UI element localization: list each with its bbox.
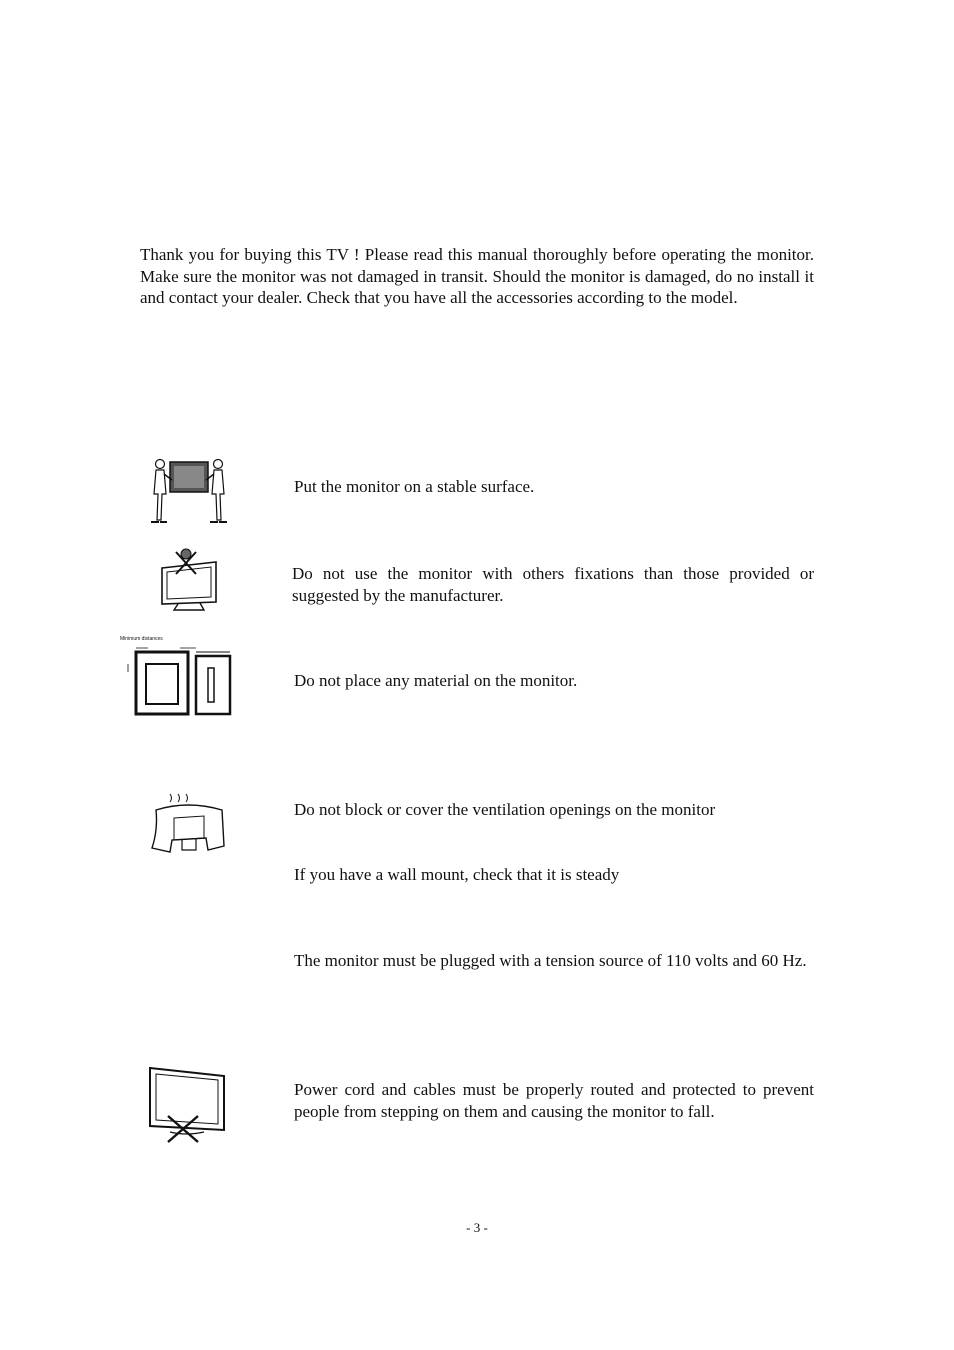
page-number: - 3 - (466, 1220, 488, 1235)
safety-item-ventilation: Do not block or cover the ventilation openings on the monitor (294, 800, 716, 819)
covered-monitor-ventilation-icon (148, 792, 230, 858)
safety-item-power-cord: Power cord and cables must be properly routed and protected to prevent people from stepping on them and causing the monitor to fall. (294, 1080, 814, 1121)
intro-paragraph: Thank you for buying this TV ! Please read this manual thoroughly before operating the monitor. Make sure the monitor was not damaged in transit. Should the monitor is damaged, do no install it and contact your dealer. Check that you have all the accessories according to the model. (140, 245, 814, 307)
safety-item-no-material: Do not place any material on the monitor. (294, 671, 578, 690)
diagram-label: Minimum distances (120, 636, 163, 642)
safety-item-power-source: The monitor must be plugged with a tension source of 110 volts and 60 Hz. (294, 951, 807, 970)
crossed-out-cable-under-monitor-icon (140, 1062, 232, 1150)
safety-item-fixations: Do not use the monitor with others fixations than those provided or suggested by the manufacturer. (292, 564, 814, 605)
safety-item-stable-surface: Put the monitor on a stable surface. (294, 477, 535, 496)
safety-item-wall-mount: If you have a wall mount, check that it is steady (294, 865, 620, 884)
crossed-out-object-on-monitor-icon (154, 546, 226, 614)
two-people-carrying-monitor-icon (148, 456, 230, 526)
minimum-distance-clearance-diagram-icon (116, 634, 232, 718)
